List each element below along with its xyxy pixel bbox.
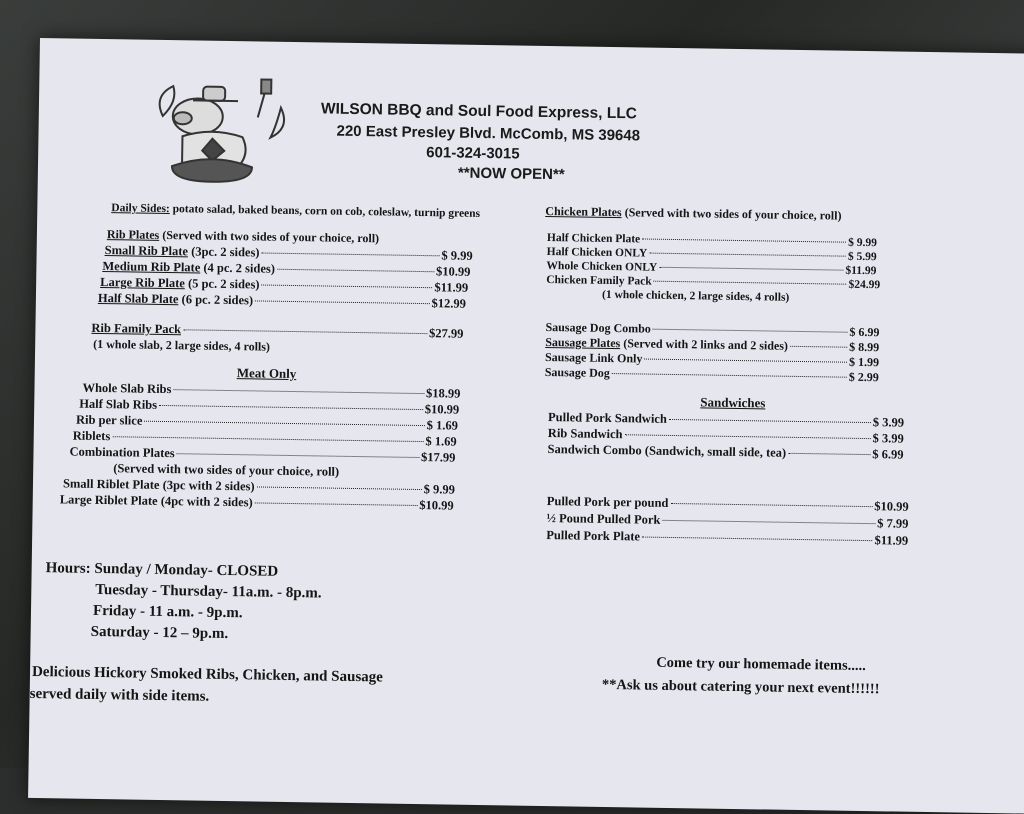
dot-leader [183, 328, 427, 334]
dot-leader [653, 328, 848, 333]
dot-leader [669, 418, 871, 423]
item-name: Riblets [72, 428, 111, 444]
dot-leader [662, 519, 875, 524]
hours-line-1: Hours: Sunday / Monday- CLOSED [45, 560, 279, 580]
item-price: $18.99 [425, 386, 461, 401]
item-desc: (3pc. 2 sides) [191, 244, 260, 260]
dot-leader [644, 358, 847, 363]
footer-right-line-2: **Ask us about catering your next event!!!!!! [601, 676, 880, 698]
item-name: Pulled Pork per pound [546, 494, 669, 510]
hours-line-4: Saturday - 12 – 9p.m. [90, 623, 229, 643]
item-name: Sausage Dog [544, 364, 610, 380]
dot-leader [612, 372, 847, 378]
item-price: $ 6.99 [872, 447, 904, 462]
item-name: Rib per slice [75, 412, 143, 428]
dot-leader [144, 420, 424, 426]
item-desc: (Served with 2 links and 2 sides) [623, 336, 789, 353]
chicken-plates-note: (Served with two sides of your choice, roll) [624, 205, 842, 223]
item-name: Half Slab Ribs [79, 396, 158, 412]
item-price: $11.99 [874, 533, 909, 548]
item-price: $ 9.99 [848, 236, 877, 250]
dot-leader [177, 452, 419, 458]
dot-leader [257, 485, 422, 490]
dot-leader [255, 501, 418, 506]
item-price: $ 8.99 [849, 339, 880, 355]
item-name: Small Riblet Plate (3pc with 2 sides) [62, 476, 255, 494]
pig-chef-logo [142, 76, 294, 188]
item-price: $17.99 [420, 450, 456, 465]
item-price: $10.99 [424, 402, 460, 417]
item-price: $11.99 [845, 264, 877, 278]
item-name: Combination Plates [69, 444, 175, 461]
item-name: Pulled Pork Sandwich [547, 410, 667, 426]
item-name: ½ Pound Pulled Pork [546, 511, 661, 527]
item-price: $ 2.99 [848, 369, 879, 385]
business-address: 220 East Presley Blvd. McComb, MS 39648 [336, 122, 641, 145]
meat-only-title: Meat Only [236, 365, 297, 382]
item-name: Small Rib Plate [104, 243, 189, 259]
footer-left-line-2: served daily with side items. [29, 685, 210, 705]
item-price: $ 3.99 [872, 431, 904, 446]
item-desc: (5 pc. 2 sides) [187, 276, 260, 292]
item-price: $12.99 [431, 296, 466, 311]
hours-line-3: Friday - 11 a.m. - 9p.m. [92, 602, 243, 622]
item-price: $ 1.99 [848, 354, 880, 370]
item-name: Rib Family Pack [91, 320, 182, 337]
rib-plates-title: Rib Plates [106, 227, 160, 242]
item-price: $10.99 [419, 498, 454, 513]
daily-sides-label: Daily Sides: [111, 202, 170, 216]
footer-left-line-1: Delicious Hickory Smoked Ribs, Chicken, and Sausage [31, 663, 384, 686]
item-price: $11.99 [434, 280, 469, 295]
dot-leader [649, 252, 846, 257]
item-price: $ 7.99 [877, 516, 909, 531]
chicken-family-note: (1 whole chicken, 2 large sides, 4 rolls) [601, 288, 790, 304]
item-desc: (6 pc. 2 sides) [181, 292, 254, 308]
open-status: **NOW OPEN** [457, 164, 565, 184]
rib-plates-note: (Served with two sides of your choice, roll) [162, 227, 380, 246]
item-price: $ 9.99 [441, 248, 473, 263]
dot-leader [790, 345, 847, 348]
dot-leader [654, 280, 847, 285]
dot-leader [112, 435, 423, 442]
item-name: Rib Sandwich [547, 426, 623, 442]
item-name: Half Chicken Plate [546, 231, 641, 246]
business-phone: 601-324-3015 [426, 144, 520, 163]
item-price: $27.99 [428, 326, 464, 341]
daily-sides [111, 202, 480, 220]
item-price: $ 1.69 [425, 434, 457, 449]
dot-leader [159, 404, 423, 410]
item-name: Sausage Plates [545, 334, 621, 351]
dot-leader [173, 388, 424, 394]
menu-item [546, 274, 880, 291]
item-name: Large Riblet Plate (4pc with 2 sides) [59, 492, 253, 510]
menu-sheet [28, 38, 1024, 814]
dot-leader [670, 502, 872, 507]
item-name: Whole Chicken ONLY [546, 259, 658, 274]
chicken-plates-title: Chicken Plates [545, 203, 622, 220]
item-desc: (4 pc. 2 sides) [203, 260, 276, 276]
dot-leader [255, 299, 429, 304]
item-name: Sandwich Combo (Sandwich, small side, tea) [547, 442, 787, 460]
item-price: $ 6.99 [849, 324, 880, 340]
item-price: $10.99 [874, 499, 909, 514]
item-price: $ 3.99 [872, 415, 905, 430]
item-price: $24.99 [848, 278, 881, 292]
daily-sides-items: potato salad, baked beans, corn on cob, coleslaw, turnip greens [172, 203, 481, 220]
item-price: $ 5.99 [847, 250, 877, 264]
menu-item [546, 528, 908, 549]
item-name: Sausage Dog Combo [545, 319, 651, 336]
item-name: Large Rib Plate [100, 274, 185, 291]
item-name: Half Slab Plate [97, 290, 179, 307]
sandwiches-title: Sandwiches [700, 394, 766, 411]
business-name: WILSON BBQ and Soul Food Express, LLC [320, 100, 638, 123]
item-name: Chicken Family Pack [546, 273, 652, 288]
dot-leader [277, 268, 434, 272]
item-name: Sausage Link Only [544, 349, 643, 366]
hours-line-2: Tuesday - Thursday- 11a.m. - 8p.m. [95, 581, 322, 602]
dot-leader [788, 452, 870, 455]
dot-leader [642, 536, 873, 542]
item-name: Whole Slab Ribs [82, 380, 172, 397]
footer-right-line-1: Come try our homemade items..... [656, 654, 866, 675]
item-price: $ 9.99 [423, 482, 456, 497]
item-name: Medium Rib Plate [102, 259, 201, 275]
chicken-plates-heading [545, 204, 841, 224]
dot-leader [262, 252, 440, 257]
item-name: Pulled Pork Plate [546, 528, 641, 544]
item-price: $10.99 [435, 264, 471, 279]
dot-leader [642, 237, 846, 242]
combination-note: (Served with two sides of your choice, roll) [113, 461, 340, 479]
rib-family-note: (1 whole slab, 2 large sides, 4 rolls) [93, 336, 271, 354]
dot-leader [659, 266, 843, 271]
dot-leader [262, 284, 433, 289]
item-price: $ 1.69 [426, 418, 459, 433]
dot-leader [625, 433, 871, 439]
item-name: Half Chicken ONLY [546, 245, 648, 260]
